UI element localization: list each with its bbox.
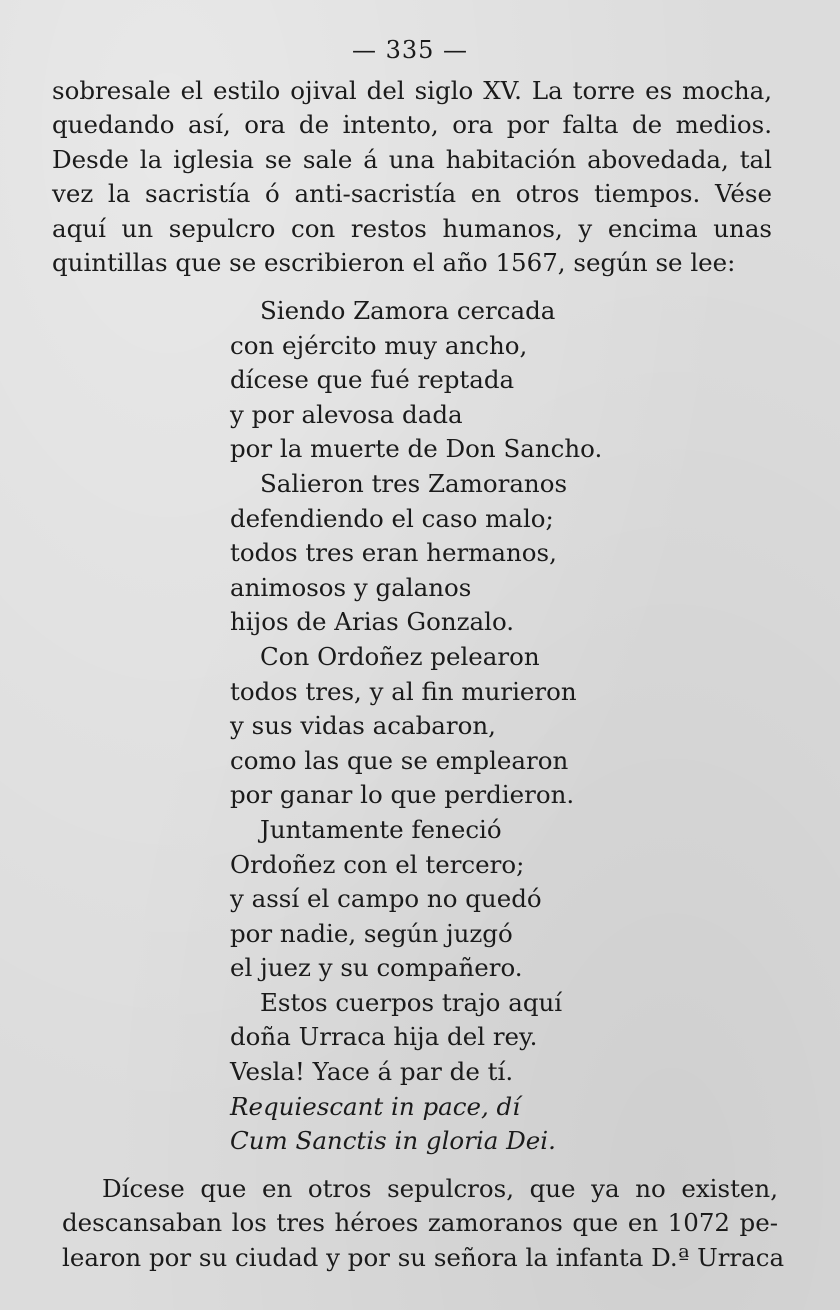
poem-verse: todos tres, y al fin murieron [230, 676, 577, 706]
poem-verse: como las que se emplearon [230, 745, 569, 775]
text-line: quintillas que se escribieron el año 1567, según se lee: [52, 248, 736, 278]
poem-verse-latin: Cum Sanctis in gloria Dei. [230, 1126, 556, 1156]
poem-verse: con ejército muy ancho, [230, 330, 528, 360]
text-line: Dícese que en otros sepulcros, que ya no existen, [102, 1174, 778, 1203]
poem-verse: y por alevosa dada [230, 399, 463, 429]
poem-verse: Salieron tres Zamoranos [260, 468, 568, 498]
text-line: descansaban los tres héroes zamoranos que en 1072 pe- [62, 1208, 778, 1238]
poem-verse-latin: Requiescant in pace, dí [230, 1091, 521, 1121]
text-line: vez la sacristía ó anti-sacristía en otros tiempos. Vése [52, 179, 772, 209]
text-line: learon por su ciudad y por su señora la infanta D.ª Urraca [62, 1242, 785, 1272]
poem-verse: y assí el campo no quedó [230, 884, 542, 914]
epitaph-poem [230, 294, 650, 1159]
poem-verse: todos tres eran hermanos, [230, 538, 557, 568]
poem-verse: Juntamente feneció [260, 814, 502, 844]
poem-verse: el juez y su compañero. [230, 953, 523, 983]
poem-verse: animosos y galanos [230, 572, 472, 602]
text-line: aquí un sepulcro con restos humanos, y encima unas [52, 213, 772, 243]
poem-verse: hijos de Arias Gonzalo. [230, 607, 515, 637]
poem-verse: doña Urraca hija del rey. [230, 1022, 538, 1052]
text-line: Desde la iglesia se sale á una habitación abovedada, tal [52, 144, 772, 174]
text-line: quedando así, ora de intento, ora por falta de medios. [52, 110, 772, 140]
poem-verse: Ordoñez con el tercero; [230, 849, 525, 879]
closing-paragraph [62, 1172, 785, 1275]
poem-verse: y sus vidas acabaron, [230, 711, 496, 741]
intro-paragraph [52, 74, 772, 280]
poem-verse: defendiendo el caso malo; [230, 503, 554, 533]
poem-verse: Vesla! Yace á par de tí. [230, 1057, 514, 1087]
poem-verse: por ganar lo que perdieron. [230, 780, 575, 810]
text-line: sobresale el estilo ojival del siglo XV. La torre es mocha, [52, 76, 772, 105]
poem-verse: Estos cuerpos trajo aquí [260, 987, 563, 1017]
poem-verse: Siendo Zamora cercada [260, 296, 556, 325]
page-number: — 335 — [351, 36, 469, 64]
poem-verse: por la muerte de Don Sancho. [230, 434, 603, 464]
poem-verse: Con Ordoñez pelearon [260, 641, 540, 671]
poem-verse: por nadie, según juzgó [230, 918, 513, 948]
poem-verse: dícese que fué reptada [230, 365, 515, 395]
